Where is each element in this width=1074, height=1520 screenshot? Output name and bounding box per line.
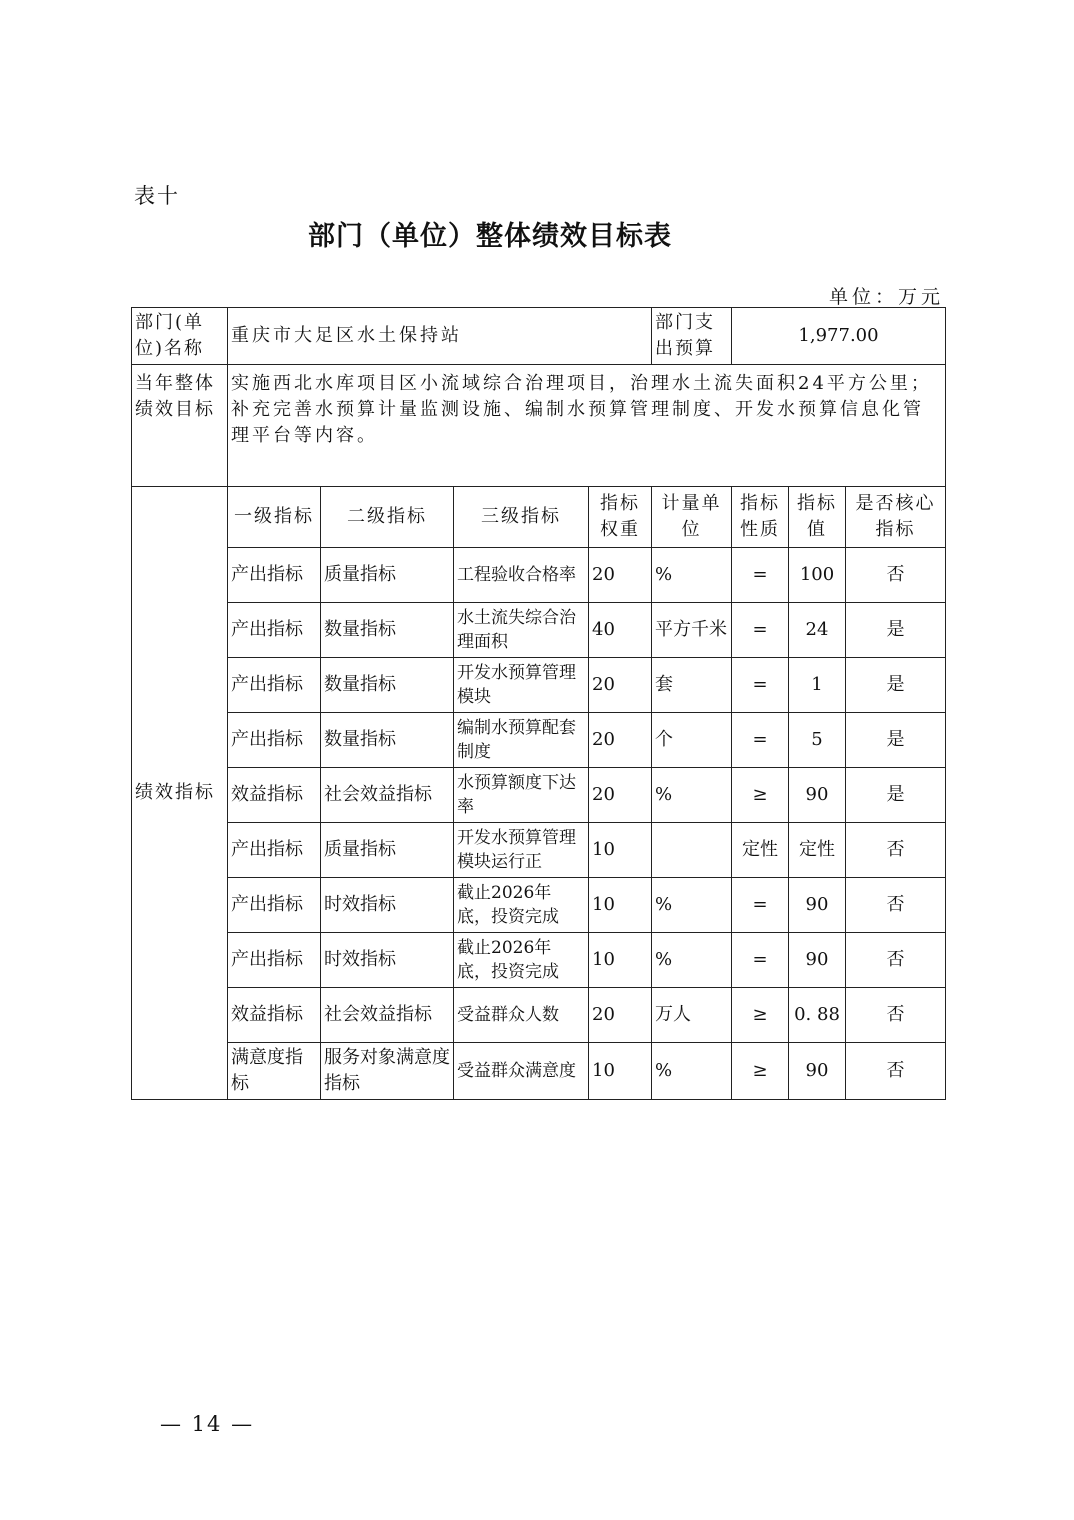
cell-value: 0. 88 — [789, 988, 846, 1043]
table-row — [132, 768, 946, 823]
cell-value: 5 — [789, 713, 846, 768]
cell-value: 90 — [789, 1043, 846, 1100]
table-row — [132, 548, 946, 603]
cell-level2: 数量指标 — [321, 603, 454, 658]
cell-value: 100 — [789, 548, 846, 603]
table-row — [132, 658, 946, 713]
cell-unit: 万人 — [652, 988, 732, 1043]
cell-nature: = — [732, 878, 789, 933]
cell-level1: 产出指标 — [228, 658, 321, 713]
table-label: 表十 — [134, 184, 180, 208]
header-weight: 指标权重 — [589, 487, 652, 548]
cell-core: 是 — [846, 713, 946, 768]
cell-level1: 效益指标 — [228, 768, 321, 823]
cell-nature: ≥ — [732, 768, 789, 823]
cell-level1: 产出指标 — [228, 548, 321, 603]
page-title: 部门（单位）整体绩效目标表 — [308, 221, 672, 252]
table-row — [132, 603, 946, 658]
cell-core: 否 — [846, 988, 946, 1043]
cell-unit: 个 — [652, 713, 732, 768]
cell-unit — [652, 823, 732, 878]
cell-level3: 开发水预算管理模块 — [454, 658, 589, 713]
cell-level2: 数量指标 — [321, 713, 454, 768]
header-level2: 二级指标 — [321, 487, 454, 548]
cell-nature: = — [732, 713, 789, 768]
cell-level2: 质量指标 — [321, 548, 454, 603]
table-row — [132, 933, 946, 988]
cell-level1: 产出指标 — [228, 713, 321, 768]
cell-level3: 水土流失综合治理面积 — [454, 603, 589, 658]
cell-core: 是 — [846, 768, 946, 823]
cell-value: 1 — [789, 658, 846, 713]
cell-nature: = — [732, 548, 789, 603]
cell-weight: 10 — [589, 878, 652, 933]
cell-core: 否 — [846, 933, 946, 988]
cell-level2: 时效指标 — [321, 878, 454, 933]
cell-weight: 10 — [589, 1043, 652, 1100]
cell-level3: 水预算额度下达率 — [454, 768, 589, 823]
cell-level2: 时效指标 — [321, 933, 454, 988]
cell-level2: 社会效益指标 — [321, 768, 454, 823]
cell-value: 24 — [789, 603, 846, 658]
cell-weight: 20 — [589, 988, 652, 1043]
cell-unit: 平方千米 — [652, 603, 732, 658]
department-name-value: 重庆市大足区水土保持站 — [228, 308, 652, 365]
cell-level1: 效益指标 — [228, 988, 321, 1043]
cell-value: 90 — [789, 768, 846, 823]
cell-unit: % — [652, 933, 732, 988]
cell-nature: ≥ — [732, 1043, 789, 1100]
cell-unit: % — [652, 548, 732, 603]
cell-level1: 产出指标 — [228, 603, 321, 658]
department-name-label: 部门(单位)名称 — [132, 308, 228, 365]
header-core: 是否核心指标 — [846, 487, 946, 548]
header-level1: 一级指标 — [228, 487, 321, 548]
cell-core: 否 — [846, 1043, 946, 1100]
table-row — [132, 713, 946, 768]
cell-value: 90 — [789, 933, 846, 988]
cell-weight: 20 — [589, 548, 652, 603]
cell-level2: 质量指标 — [321, 823, 454, 878]
budget-label: 部门支出预算 — [652, 308, 732, 365]
cell-unit: % — [652, 878, 732, 933]
cell-core: 否 — [846, 823, 946, 878]
header-unit: 计量单位 — [652, 487, 732, 548]
cell-level3: 工程验收合格率 — [454, 548, 589, 603]
cell-nature: ≥ — [732, 988, 789, 1043]
cell-core: 否 — [846, 548, 946, 603]
cell-level3: 编制水预算配套制度 — [454, 713, 589, 768]
cell-weight: 40 — [589, 603, 652, 658]
cell-level2: 服务对象满意度指标 — [321, 1043, 454, 1100]
table-row — [132, 823, 946, 878]
cell-core: 是 — [846, 658, 946, 713]
cell-unit: % — [652, 1043, 732, 1100]
cell-weight: 10 — [589, 933, 652, 988]
cell-level3: 受益群众满意度 — [454, 1043, 589, 1100]
cell-level3: 受益群众人数 — [454, 988, 589, 1043]
cell-level3: 截止2026年底，投资完成 — [454, 878, 589, 933]
page-number: — 14 — — [160, 1412, 255, 1436]
cell-level1: 产出指标 — [228, 878, 321, 933]
cell-value: 90 — [789, 878, 846, 933]
cell-level1: 产出指标 — [228, 823, 321, 878]
cell-nature: = — [732, 933, 789, 988]
unit-note: 单位：万元 — [828, 286, 944, 308]
budget-value: 1,977.00 — [732, 308, 946, 365]
performance-table — [131, 307, 946, 1100]
indicators-section-label: 绩效指标 — [132, 487, 228, 1100]
cell-level3: 截止2026年底，投资完成 — [454, 933, 589, 988]
cell-level1: 产出指标 — [228, 933, 321, 988]
cell-weight: 20 — [589, 658, 652, 713]
cell-core: 否 — [846, 878, 946, 933]
header-nature: 指标性质 — [732, 487, 789, 548]
cell-weight: 20 — [589, 713, 652, 768]
cell-level3: 开发水预算管理模块运行正 — [454, 823, 589, 878]
cell-unit: % — [652, 768, 732, 823]
cell-value: 定性 — [789, 823, 846, 878]
header-value: 指标值 — [789, 487, 846, 548]
table-row — [132, 988, 946, 1043]
table-row — [132, 1043, 946, 1100]
cell-weight: 20 — [589, 768, 652, 823]
cell-weight: 10 — [589, 823, 652, 878]
cell-level2: 社会效益指标 — [321, 988, 454, 1043]
annual-goal-text: 实施西北水库项目区小流域综合治理项目，治理水土流失面积24平方公里；补充完善水预算计量监测设施、编制水预算管理制度、开发水预算信息化管理平台等内容。 — [228, 365, 946, 487]
cell-unit: 套 — [652, 658, 732, 713]
cell-core: 是 — [846, 603, 946, 658]
cell-nature: = — [732, 603, 789, 658]
annual-goal-label: 当年整体绩效目标 — [132, 365, 228, 487]
cell-nature: = — [732, 658, 789, 713]
cell-nature: 定性 — [732, 823, 789, 878]
header-level3: 三级指标 — [454, 487, 589, 548]
cell-level1: 满意度指标 — [228, 1043, 321, 1100]
cell-level2: 数量指标 — [321, 658, 454, 713]
table-row — [132, 878, 946, 933]
